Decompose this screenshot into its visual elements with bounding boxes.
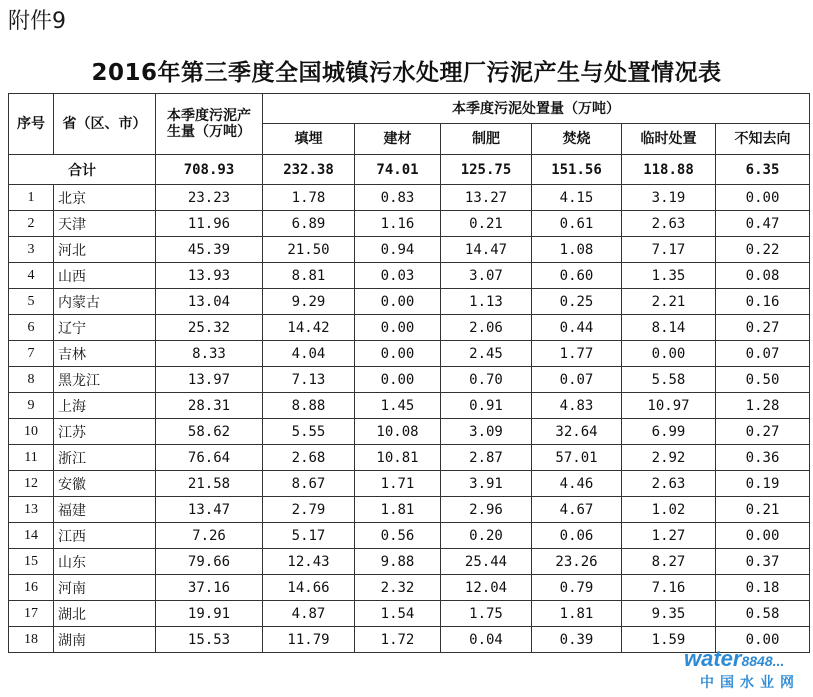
table-cell: 0.70 xyxy=(441,367,532,393)
total-row xyxy=(9,155,810,185)
table-cell: 11.79 xyxy=(263,627,355,653)
row-index: 7 xyxy=(9,341,54,367)
table-cell: 1.81 xyxy=(532,601,622,627)
row-province: 江苏 xyxy=(54,419,156,445)
header-disposal-col: 建材 xyxy=(355,124,441,155)
table-row xyxy=(9,341,810,367)
table-cell: 1.72 xyxy=(355,627,441,653)
table-cell: 7.26 xyxy=(156,523,263,549)
table-cell: 2.87 xyxy=(441,445,532,471)
watermark-brand-tail: ... xyxy=(772,653,785,669)
table-cell: 23.23 xyxy=(156,185,263,211)
header-disposal-col: 不知去向 xyxy=(716,124,810,155)
table-cell: 1.78 xyxy=(263,185,355,211)
table-cell: 2.79 xyxy=(263,497,355,523)
table-cell: 14.42 xyxy=(263,315,355,341)
table-cell: 0.47 xyxy=(716,211,810,237)
table-row xyxy=(9,289,810,315)
table-cell: 1.27 xyxy=(622,523,716,549)
table-cell: 0.00 xyxy=(355,289,441,315)
table-cell: 0.00 xyxy=(355,315,441,341)
table-cell: 0.18 xyxy=(716,575,810,601)
row-province: 福建 xyxy=(54,497,156,523)
row-index: 14 xyxy=(9,523,54,549)
row-province: 河南 xyxy=(54,575,156,601)
table-cell: 0.07 xyxy=(716,341,810,367)
header-seq: 序号 xyxy=(9,94,54,155)
table-row xyxy=(9,575,810,601)
watermark-subtitle: 中国水业网 xyxy=(700,675,800,691)
table-row xyxy=(9,523,810,549)
table-cell: 13.47 xyxy=(156,497,263,523)
table-cell: 2.63 xyxy=(622,471,716,497)
row-index: 17 xyxy=(9,601,54,627)
table-cell: 2.96 xyxy=(441,497,532,523)
table-cell: 2.45 xyxy=(441,341,532,367)
table-cell: 0.37 xyxy=(716,549,810,575)
table-row xyxy=(9,445,810,471)
row-index: 1 xyxy=(9,185,54,211)
row-index: 11 xyxy=(9,445,54,471)
table-cell: 13.97 xyxy=(156,367,263,393)
row-province: 湖南 xyxy=(54,627,156,653)
table-cell: 37.16 xyxy=(156,575,263,601)
total-cell: 708.93 xyxy=(156,155,263,185)
watermark-brand-number: 8848 xyxy=(741,653,773,669)
table-row xyxy=(9,601,810,627)
table-cell: 3.19 xyxy=(622,185,716,211)
table-cell: 9.35 xyxy=(622,601,716,627)
table-row xyxy=(9,315,810,341)
table-cell: 57.01 xyxy=(532,445,622,471)
table-cell: 0.44 xyxy=(532,315,622,341)
table-cell: 1.16 xyxy=(355,211,441,237)
table-cell: 14.66 xyxy=(263,575,355,601)
table-cell: 3.91 xyxy=(441,471,532,497)
table-cell: 1.77 xyxy=(532,341,622,367)
table-cell: 9.29 xyxy=(263,289,355,315)
table-cell: 3.07 xyxy=(441,263,532,289)
table-cell: 0.83 xyxy=(355,185,441,211)
table-cell: 10.97 xyxy=(622,393,716,419)
table-cell: 0.61 xyxy=(532,211,622,237)
table-cell: 0.39 xyxy=(532,627,622,653)
watermark-logo xyxy=(684,646,784,672)
table-cell: 32.64 xyxy=(532,419,622,445)
table-cell: 0.03 xyxy=(355,263,441,289)
table-cell: 0.25 xyxy=(532,289,622,315)
table-cell: 15.53 xyxy=(156,627,263,653)
header-disposal-col: 填埋 xyxy=(263,124,355,155)
table-cell: 8.14 xyxy=(622,315,716,341)
table-cell: 13.27 xyxy=(441,185,532,211)
table-cell: 0.58 xyxy=(716,601,810,627)
table-cell: 21.58 xyxy=(156,471,263,497)
table-row xyxy=(9,263,810,289)
table-cell: 7.17 xyxy=(622,237,716,263)
table-row xyxy=(9,367,810,393)
table-cell: 1.35 xyxy=(622,263,716,289)
total-cell: 118.88 xyxy=(622,155,716,185)
table-cell: 4.67 xyxy=(532,497,622,523)
row-province: 天津 xyxy=(54,211,156,237)
header-disposal-col: 焚烧 xyxy=(532,124,622,155)
total-cell: 125.75 xyxy=(441,155,532,185)
table-cell: 0.04 xyxy=(441,627,532,653)
table-cell: 2.21 xyxy=(622,289,716,315)
table-cell: 1.75 xyxy=(441,601,532,627)
table-cell: 2.63 xyxy=(622,211,716,237)
table-cell: 0.00 xyxy=(716,523,810,549)
header-province: 省（区、市） xyxy=(54,94,156,155)
row-index: 12 xyxy=(9,471,54,497)
table-cell: 2.68 xyxy=(263,445,355,471)
table-cell: 0.94 xyxy=(355,237,441,263)
table-cell: 8.27 xyxy=(622,549,716,575)
page-title: 2016年第三季度全国城镇污水处理厂污泥产生与处置情况表 xyxy=(91,60,722,86)
table-cell: 14.47 xyxy=(441,237,532,263)
row-province: 山西 xyxy=(54,263,156,289)
row-index: 16 xyxy=(9,575,54,601)
table-cell: 0.00 xyxy=(716,185,810,211)
table-cell: 58.62 xyxy=(156,419,263,445)
table-cell: 1.54 xyxy=(355,601,441,627)
table-cell: 1.59 xyxy=(622,627,716,653)
table-cell: 0.50 xyxy=(716,367,810,393)
row-index: 3 xyxy=(9,237,54,263)
table-cell: 0.27 xyxy=(716,419,810,445)
table-cell: 45.39 xyxy=(156,237,263,263)
table-cell: 0.20 xyxy=(441,523,532,549)
table-cell: 1.08 xyxy=(532,237,622,263)
table-cell: 0.27 xyxy=(716,315,810,341)
table-cell: 0.00 xyxy=(716,627,810,653)
table-cell: 5.58 xyxy=(622,367,716,393)
table-cell: 0.16 xyxy=(716,289,810,315)
table-cell: 23.26 xyxy=(532,549,622,575)
table-cell: 0.60 xyxy=(532,263,622,289)
row-index: 2 xyxy=(9,211,54,237)
table-cell: 28.31 xyxy=(156,393,263,419)
table-cell: 0.36 xyxy=(716,445,810,471)
table-cell: 10.08 xyxy=(355,419,441,445)
table-cell: 0.19 xyxy=(716,471,810,497)
total-cell: 232.38 xyxy=(263,155,355,185)
table-cell: 8.88 xyxy=(263,393,355,419)
row-index: 6 xyxy=(9,315,54,341)
row-province: 黑龙江 xyxy=(54,367,156,393)
table-cell: 13.04 xyxy=(156,289,263,315)
table-cell: 7.16 xyxy=(622,575,716,601)
row-province: 河北 xyxy=(54,237,156,263)
table-cell: 0.56 xyxy=(355,523,441,549)
table-cell: 4.46 xyxy=(532,471,622,497)
table-cell: 11.96 xyxy=(156,211,263,237)
row-index: 8 xyxy=(9,367,54,393)
table-cell: 76.64 xyxy=(156,445,263,471)
table-row xyxy=(9,185,810,211)
table-cell: 25.32 xyxy=(156,315,263,341)
table-cell: 6.89 xyxy=(263,211,355,237)
table-row xyxy=(9,419,810,445)
table-cell: 0.06 xyxy=(532,523,622,549)
row-index: 15 xyxy=(9,549,54,575)
table-cell: 9.88 xyxy=(355,549,441,575)
table-row xyxy=(9,549,810,575)
table-cell: 10.81 xyxy=(355,445,441,471)
table-cell: 0.21 xyxy=(716,497,810,523)
row-index: 5 xyxy=(9,289,54,315)
row-province: 山东 xyxy=(54,549,156,575)
table-cell: 0.00 xyxy=(355,341,441,367)
table-cell: 7.13 xyxy=(263,367,355,393)
table-cell: 0.22 xyxy=(716,237,810,263)
sludge-table xyxy=(8,93,810,653)
row-province: 辽宁 xyxy=(54,315,156,341)
total-cell: 151.56 xyxy=(532,155,622,185)
table-cell: 6.99 xyxy=(622,419,716,445)
table-cell: 8.67 xyxy=(263,471,355,497)
row-province: 浙江 xyxy=(54,445,156,471)
table-cell: 1.28 xyxy=(716,393,810,419)
header-disposal-group: 本季度污泥处置量（万吨） xyxy=(263,94,810,124)
row-province: 江西 xyxy=(54,523,156,549)
row-index: 9 xyxy=(9,393,54,419)
table-cell: 8.81 xyxy=(263,263,355,289)
table-cell: 1.13 xyxy=(441,289,532,315)
total-label: 合计 xyxy=(9,155,156,185)
table-cell: 0.00 xyxy=(355,367,441,393)
row-province: 湖北 xyxy=(54,601,156,627)
row-index: 13 xyxy=(9,497,54,523)
table-cell: 1.45 xyxy=(355,393,441,419)
row-index: 4 xyxy=(9,263,54,289)
table-cell: 1.71 xyxy=(355,471,441,497)
total-cell: 74.01 xyxy=(355,155,441,185)
table-cell: 2.06 xyxy=(441,315,532,341)
header-disposal-col: 临时处置 xyxy=(622,124,716,155)
table-cell: 8.33 xyxy=(156,341,263,367)
table-cell: 0.91 xyxy=(441,393,532,419)
table-cell: 5.55 xyxy=(263,419,355,445)
total-cell: 6.35 xyxy=(716,155,810,185)
table-cell: 4.15 xyxy=(532,185,622,211)
table-cell: 2.92 xyxy=(622,445,716,471)
table-cell: 5.17 xyxy=(263,523,355,549)
table-cell: 0.00 xyxy=(622,341,716,367)
table-cell: 1.02 xyxy=(622,497,716,523)
table-cell: 0.07 xyxy=(532,367,622,393)
row-province: 内蒙古 xyxy=(54,289,156,315)
table-cell: 13.93 xyxy=(156,263,263,289)
table-cell: 4.87 xyxy=(263,601,355,627)
row-province: 安徽 xyxy=(54,471,156,497)
table-cell: 19.91 xyxy=(156,601,263,627)
table-row xyxy=(9,393,810,419)
row-province: 上海 xyxy=(54,393,156,419)
watermark-brand: water xyxy=(684,646,742,671)
header-generation: 本季度污泥产生量（万吨） xyxy=(156,94,263,155)
table-cell: 4.83 xyxy=(532,393,622,419)
table-cell: 25.44 xyxy=(441,549,532,575)
header-disposal-col: 制肥 xyxy=(441,124,532,155)
attachment-label: 附件9 xyxy=(8,9,66,34)
table-cell: 12.04 xyxy=(441,575,532,601)
table-cell: 0.79 xyxy=(532,575,622,601)
table-cell: 79.66 xyxy=(156,549,263,575)
table-cell: 3.09 xyxy=(441,419,532,445)
table-cell: 12.43 xyxy=(263,549,355,575)
table-row xyxy=(9,471,810,497)
row-index: 10 xyxy=(9,419,54,445)
table-cell: 21.50 xyxy=(263,237,355,263)
table-row xyxy=(9,497,810,523)
table-cell: 4.04 xyxy=(263,341,355,367)
row-index: 18 xyxy=(9,627,54,653)
table-cell: 0.21 xyxy=(441,211,532,237)
table-cell: 1.81 xyxy=(355,497,441,523)
table-row xyxy=(9,211,810,237)
row-province: 北京 xyxy=(54,185,156,211)
table-cell: 2.32 xyxy=(355,575,441,601)
table-cell: 0.08 xyxy=(716,263,810,289)
row-province: 吉林 xyxy=(54,341,156,367)
table-row xyxy=(9,237,810,263)
